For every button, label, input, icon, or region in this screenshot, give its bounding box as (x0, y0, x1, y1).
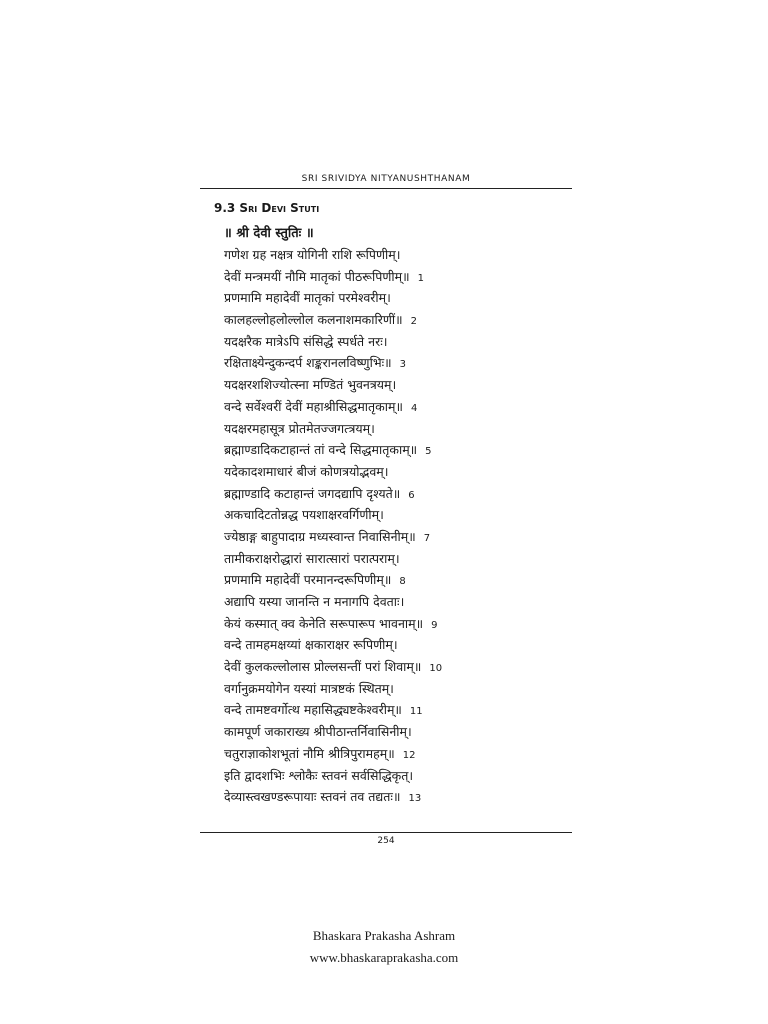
verse-number: 5 (425, 446, 432, 458)
verse-line (224, 396, 554, 418)
verse-number: 1 (417, 272, 424, 284)
verse-text: देवीं कुलकल्लोलास प्रोल्लसन्तीं परां शिवाम्॥ (224, 659, 422, 675)
verse-number: 9 (431, 619, 438, 631)
verse-line (224, 786, 554, 808)
verse-text: यदक्षरशशिज्योत्स्ना मण्डितं भुवनत्रयम्। (224, 377, 397, 393)
verse-line (224, 743, 554, 765)
verse-line (224, 699, 554, 721)
verse-line (224, 309, 554, 331)
verse-text: तामीकराक्षरोद्धारां सारात्सारां परात्पराम्। (224, 550, 400, 566)
verse-line (224, 374, 554, 396)
verse-text: यदेकादशमाधारं बीजं कोणत्रयोद्भवम्। (224, 463, 389, 479)
verse-text: यदक्षरमहासूत्र प्रोतमेतज्जगत्त्रयम्। (224, 420, 375, 436)
verse-text: देवीं मन्त्रमयीं नौमि मातृकां पीठरूपिणीम्॥ (224, 268, 410, 284)
verse-line (224, 266, 554, 288)
verse-line (224, 569, 554, 591)
header-rule (200, 188, 572, 189)
verse-text: वन्दे तामष्टवर्गोत्थ महासिद्ध्यष्टकेश्वरीम्॥ (224, 702, 402, 718)
verse-text: कामपूर्ण जकाराख्य श्रीपीठान्तर्निवासिनीम्। (224, 724, 412, 740)
verse-line (224, 721, 554, 743)
verse-text: देव्यास्त्वखण्डरूपायाः स्तवनं तव तद्यतः॥ (224, 789, 401, 805)
verse-line (224, 765, 554, 787)
verse-number: 4 (410, 402, 418, 414)
verse-text: रक्षिताक्ष्येन्दुकन्दर्प शङ्करानलविष्णुभिः॥ (224, 355, 392, 371)
verse-line (224, 634, 554, 656)
verse-text: वन्दे सर्वेश्वरीं देवीं महाश्रीसिद्धमातृकाम्॥ (224, 398, 403, 414)
verse-text: अकचादिटतोन्नद्ध पयशाक्षरवर्गिणीम्। (224, 507, 384, 523)
verse-number: 8 (399, 576, 406, 588)
verse-text: केयं कस्मात् क्व केनेति सरूपारूप भावनाम्॥ (224, 615, 424, 631)
page-number: 254 (377, 836, 395, 846)
verse-block (224, 244, 554, 808)
footer-rule (200, 832, 572, 833)
publisher-name: Bhaskara Prakasha Ashram (312, 928, 456, 943)
verse-line (224, 418, 554, 440)
publisher-website: www.bhaskaraprakasha.com (309, 950, 459, 965)
verse-line (224, 504, 554, 526)
verse-text: चतुराज्ञाकोशभूतां नौमि श्रीत्रिपुरामहम्॥ (224, 745, 395, 761)
verse-line (224, 548, 554, 570)
verse-line (224, 591, 554, 613)
verse-number: 10 (429, 663, 443, 675)
verse-line (224, 678, 554, 700)
verse-line (224, 483, 554, 505)
verse-number: 3 (399, 359, 406, 371)
stotra-title: ॥ श्री देवी स्तुतिः ॥ (224, 226, 314, 241)
verse-text: वन्दे तामहमक्षय्यां क्षकाराक्षर रूपिणीम्। (224, 637, 398, 653)
running-header: SRI SRIVIDYA NITYANUSHTHANAM (301, 174, 471, 184)
verse-number: 13 (408, 793, 422, 805)
verse-text: ब्रह्माण्डादिकटाहान्तं तां वन्दे सिद्धमातृकाम्॥ (224, 442, 418, 458)
verse-number: 2 (410, 316, 417, 328)
verse-text: वर्गानुक्रमयोगेन यस्यां मात्रष्टकं स्थितम्। (224, 680, 394, 696)
verse-line (224, 331, 554, 353)
verse-line (224, 613, 554, 635)
section-title: 9.3 Sri Devi Stuti (214, 201, 320, 215)
verse-line (224, 352, 554, 374)
verse-line (224, 526, 554, 548)
verse-text: ब्रह्माण्डादि कटाहान्तं जगदद्यापि दृश्यते॥ (224, 485, 401, 501)
verse-text: कालहल्लोहलोल्लोल कलनाशमकारिणीं॥ (224, 312, 403, 328)
verse-text: गणेश ग्रह नक्षत्र योगिनी राशि रूपिणीम्। (224, 247, 401, 262)
verse-text: ज्येष्ठाङ्ग बाहुपादाग्र मध्यस्वान्त निवासिनीम्॥ (224, 528, 416, 544)
verse-text: यदक्षरैक मात्रेऽपि संसिद्धे स्पर्धते नरः। (224, 333, 388, 349)
verse-text: प्रणमामि महादेवीं परमानन्दरूपिणीम्॥ (224, 572, 392, 588)
verse-number: 12 (402, 749, 416, 761)
verse-text: अद्यापि यस्या जानन्ति न मनागपि देवताः। (224, 594, 405, 609)
verse-number: 11 (409, 706, 423, 718)
verse-line (224, 287, 554, 309)
verse-text: प्रणमामि महादेवीं मातृकां परमेश्वरीम्। (224, 290, 391, 306)
verse-number: 6 (408, 489, 415, 501)
verse-text: इति द्वादशभिः श्लोकैः स्तवनं सर्वसिद्धिकृत्। (224, 767, 414, 783)
verse-line (224, 244, 554, 266)
verse-line (224, 439, 554, 461)
verse-number: 7 (423, 532, 431, 544)
verse-line (224, 656, 554, 678)
verse-line (224, 461, 554, 483)
